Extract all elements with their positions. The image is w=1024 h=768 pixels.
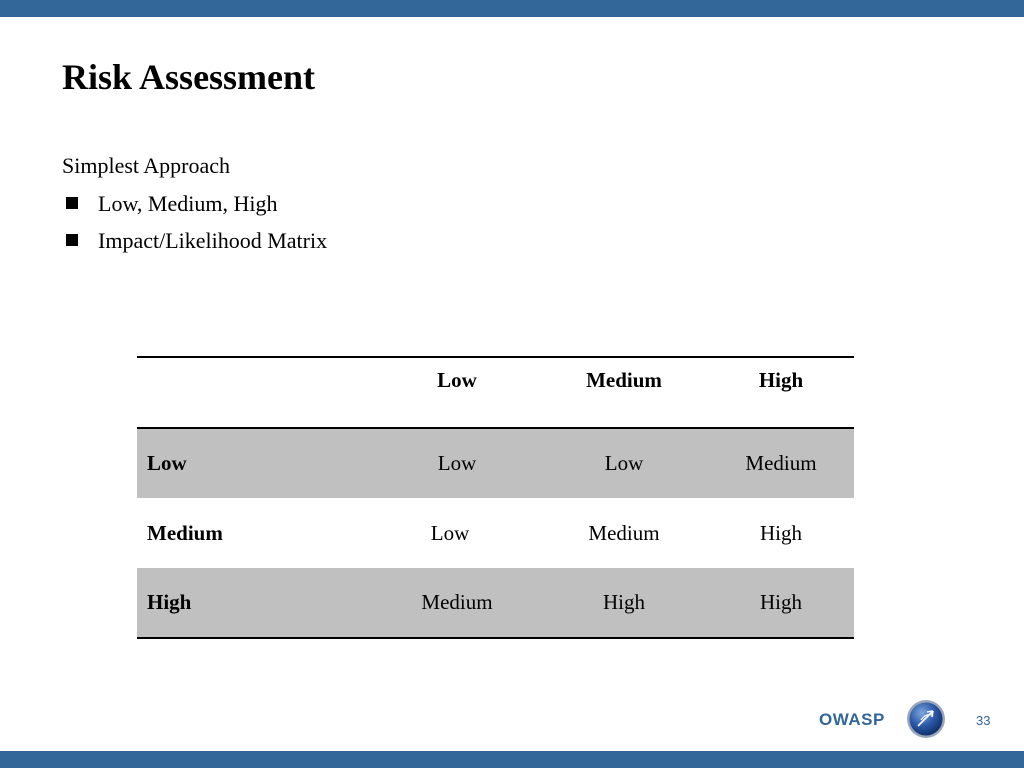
table-cell: Medium: [588, 520, 660, 545]
bullet-list: [66, 188, 327, 262]
table-cell: High: [708, 568, 854, 638]
slide-subtitle: Simplest Approach: [62, 153, 231, 178]
table-header-row: [137, 357, 854, 428]
table-cell: Medium: [374, 568, 540, 638]
row-label: Medium: [147, 520, 223, 545]
row-label: High: [137, 568, 374, 638]
risk-matrix-table: [137, 356, 854, 639]
square-bullet-icon: [66, 197, 78, 209]
owasp-logo-icon: [906, 699, 946, 739]
bullet-item: [66, 225, 327, 262]
row-label: Low: [147, 451, 187, 475]
bullet-text: Low, Medium, High: [98, 191, 278, 216]
header-cell-high: High: [708, 357, 854, 428]
table-row: [137, 428, 854, 498]
bullet-text: Impact/Likelihood Matrix: [98, 228, 328, 253]
table-row: [137, 568, 854, 638]
top-accent-bar: [0, 0, 1024, 17]
square-bullet-icon: [66, 234, 78, 246]
table-cell: Low: [604, 451, 644, 475]
table-cell: Low: [437, 451, 477, 475]
bottom-accent-bar: [0, 751, 1024, 768]
header-cell-low: Low: [374, 357, 540, 428]
table-cell: Medium: [745, 451, 817, 475]
page-number: 33: [976, 713, 991, 728]
slide-title: Risk Assessment: [62, 57, 316, 97]
footer-brand-text: OWASP: [819, 710, 885, 729]
header-cell-medium: Medium: [540, 357, 708, 428]
bullet-item: [66, 188, 327, 225]
table-cell: High: [760, 520, 802, 545]
table-row: [137, 498, 854, 568]
table-cell: High: [540, 568, 708, 638]
header-corner-cell: [137, 357, 374, 428]
table-cell: Low: [430, 520, 470, 545]
